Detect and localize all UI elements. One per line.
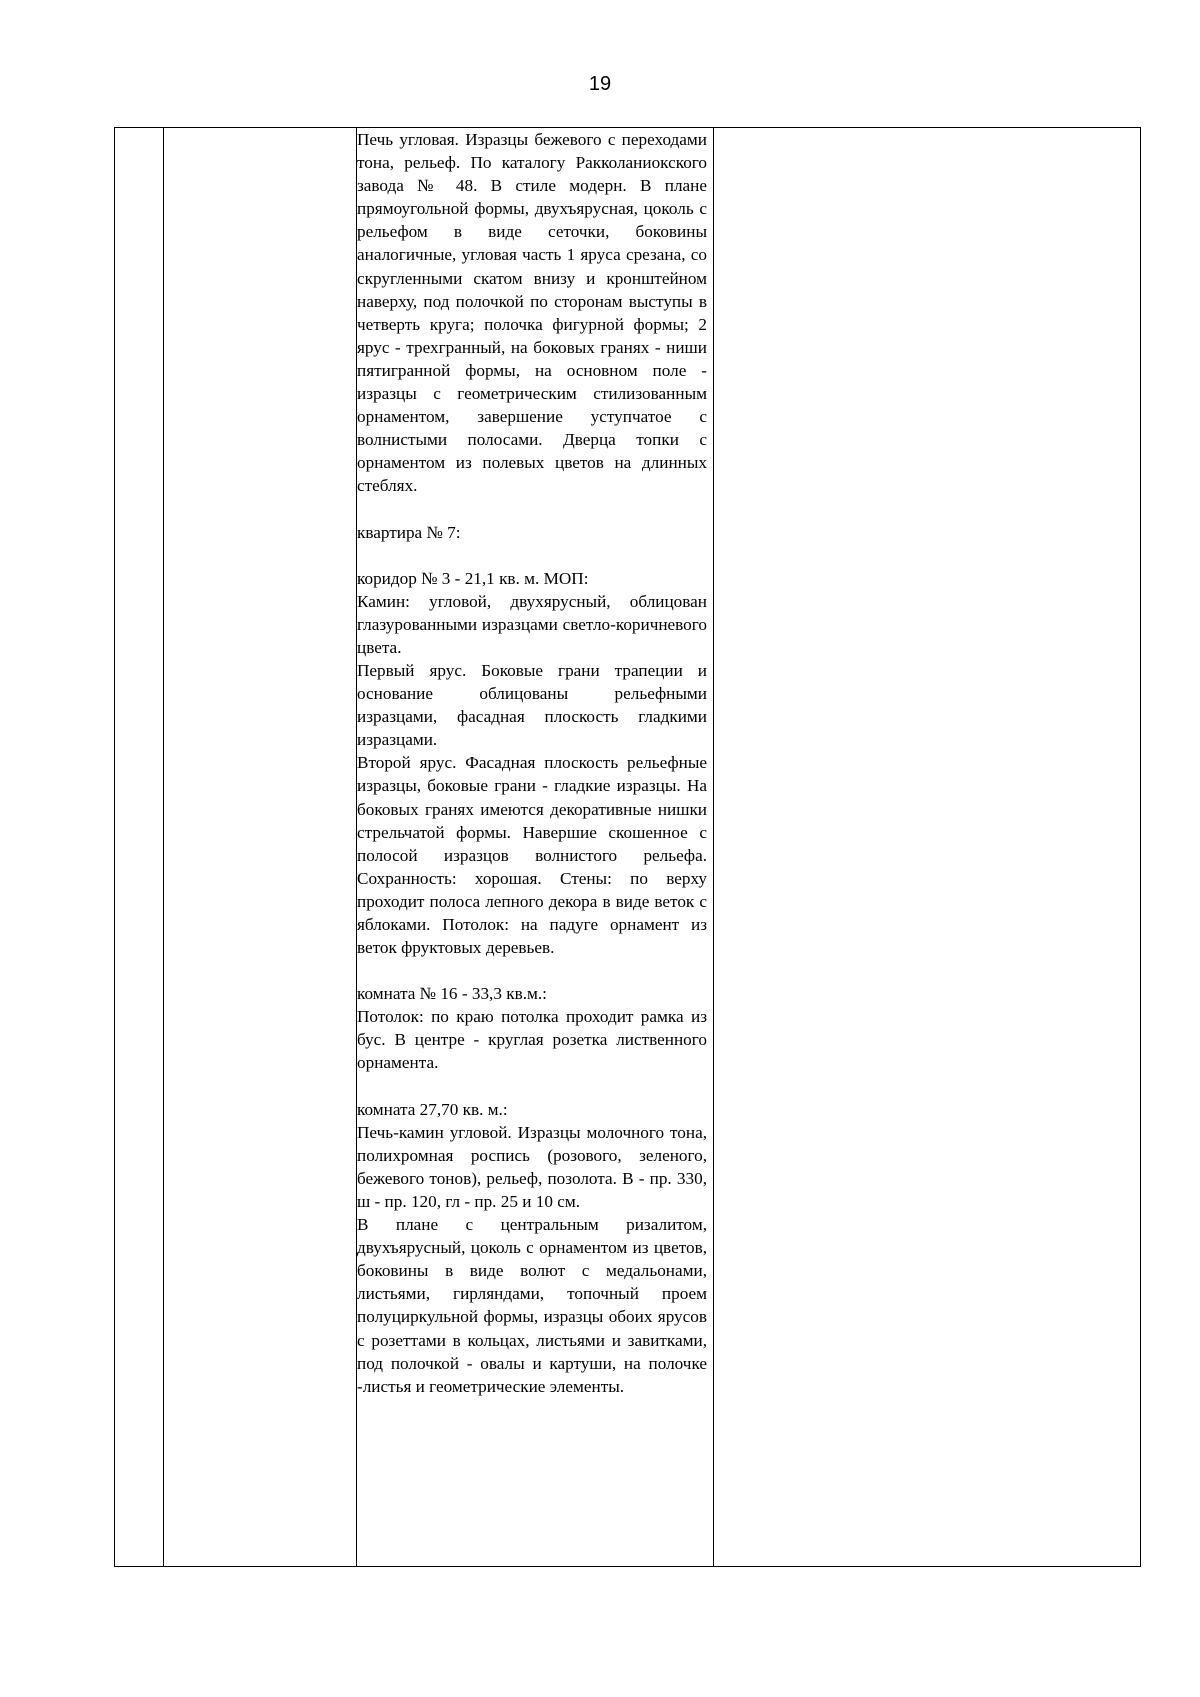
column-divider [713,128,714,1566]
corridor-heading: коридор № 3 - 21,1 кв. м. МОП: [357,568,589,588]
first-tier-description: Первый ярус. Боковые грани трапеции и основание облицованы рельефными изразцами, фасадная плоскость гладкими изразцами. [357,660,707,750]
page-number: 19 [588,73,612,95]
plan-description: В плане с центральным ризалитом, двухъярусный, цоколь с орнаментом из цветов, боковины в виде волют с медальонами, листьями, гирляндами, топочный проем полуциркульной формы, изразцы обоих ярусов с розеттами в кольцах, листьями и завитками, под полочкой - овалы и картуши, на полочке -листья и геометрические элементы. [357,1215,707,1396]
fireplace-description: Камин: угловой, двухярусный, облицован глазурованными изразцами светло-коричневого цвета. [357,591,707,657]
stove-fireplace-description: Печь-камин угловой. Изразцы молочного тона, полихромная роспись (розового, зеленого, бежевого тонов), рельеф, позолота. В - пр. 330, ш - пр. 120, гл - пр. 25 и 10 см. [357,1122,707,1211]
apartment-heading: квартира № 7: [357,522,461,542]
second-tier-description: Второй ярус. Фасадная плоскость рельефные изразцы, боковые грани - гладкие изразцы. На боковых гранях имеются декоративные нишки стрельчатой формы. Навершие скошенное с полосой изразцов волнистого рельефа. Сохранность: хорошая. Стены: по верху проходит полоса лепного декора в виде веток с яблоками. Потолок: на падуге орнамент из веток фруктовых деревьев. [357,753,707,958]
stove-description: Печь угловая. Изразцы бежевого с переходами тона, рельеф. По каталогу Ракколаниокского завода № 48. В стиле модерн. В плане прямоугольной формы, двухъярусная, цоколь с рельефом в виде сеточки, боковины аналогичные, угловая часть 1 яруса срезана, со скругленными скатом внизу и кронштейном наверху, под полочкой по сторонам выступы в четверть круга; полочка фигурной формы; 2 ярус - трехгранный, на боковых гранях - ниши пятигранной формы, на основном поле - изразцы с геометрическим стилизованным орнаментом, завершение уступчатое с волнистыми полосами. Дверца топки с орнаментом из полевых цветов на длинных стеблях. [357,130,707,496]
room16-description: Потолок: по краю потолка проходит рамка из бус. В центре - круглая розетка лиственного орнамента. [357,1007,707,1073]
room16-heading: комната № 16 - 33,3 кв.м.: [357,984,547,1004]
column-divider [163,128,164,1566]
description-cell [357,128,707,1398]
room27-heading: комната 27,70 кв. м.: [357,1099,508,1119]
object-table [114,127,1141,1567]
